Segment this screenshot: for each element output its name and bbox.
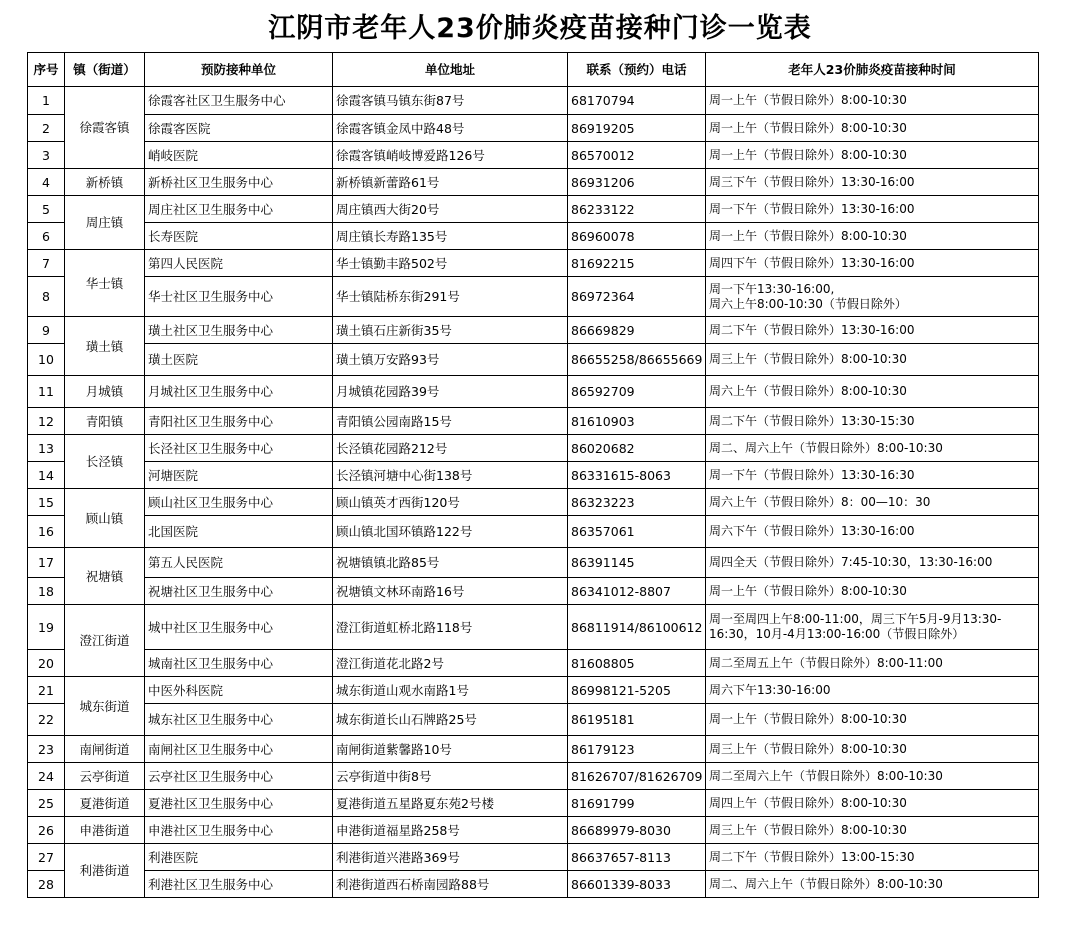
row-number: 14 (28, 462, 65, 489)
unit-cell: 峭岐医院 (145, 142, 333, 169)
time-cell: 周二至周五上午（节假日除外）8:00-11:00 (706, 650, 1039, 677)
row-number: 7 (28, 250, 65, 277)
time-cell: 周六下午（节假日除外）13:30-16:00 (706, 516, 1039, 548)
town-cell: 城东街道 (65, 677, 145, 736)
address-cell: 南闸街道紫馨路10号 (333, 736, 568, 763)
time-cell: 周二至周六上午（节假日除外）8:00-10:30 (706, 763, 1039, 790)
table-row (28, 817, 1039, 844)
phone-cell: 86570012 (568, 142, 706, 169)
unit-cell: 璜土医院 (145, 344, 333, 376)
unit-cell: 长泾社区卫生服务中心 (145, 435, 333, 462)
row-number: 22 (28, 704, 65, 736)
phone-cell: 86689979-8030 (568, 817, 706, 844)
row-number: 4 (28, 169, 65, 196)
unit-cell: 祝塘社区卫生服务中心 (145, 578, 333, 605)
time-cell: 周六下午13:30-16:00 (706, 677, 1039, 704)
time-cell: 周三上午（节假日除外）8:00-10:30 (706, 736, 1039, 763)
unit-cell: 城东社区卫生服务中心 (145, 704, 333, 736)
unit-cell: 北国医院 (145, 516, 333, 548)
row-number: 26 (28, 817, 65, 844)
row-number: 15 (28, 489, 65, 516)
time-line: 周一下午13:30-16:00, (709, 281, 835, 296)
row-number: 17 (28, 548, 65, 578)
table-row (28, 169, 1039, 196)
unit-cell: 新桥社区卫生服务中心 (145, 169, 333, 196)
unit-cell: 利港医院 (145, 844, 333, 871)
town-cell: 澄江街道 (65, 605, 145, 677)
phone-cell: 86998121-5205 (568, 677, 706, 704)
table-row (28, 548, 1039, 578)
unit-cell: 南闸社区卫生服务中心 (145, 736, 333, 763)
table-row (28, 790, 1039, 817)
phone-cell: 81626707/81626709 (568, 763, 706, 790)
time-cell: 周四全天（节假日除外）7:45-10:30，13:30-16:00 (706, 548, 1039, 578)
table-row (28, 844, 1039, 871)
row-number: 9 (28, 317, 65, 344)
row-number: 21 (28, 677, 65, 704)
phone-cell: 86601339-8033 (568, 871, 706, 898)
table-header-row (28, 53, 1039, 87)
address-cell: 顾山镇北国环镇路122号 (333, 516, 568, 548)
phone-cell: 86323223 (568, 489, 706, 516)
address-cell: 顾山镇英才西街120号 (333, 489, 568, 516)
row-number: 8 (28, 277, 65, 317)
table-body (28, 87, 1039, 898)
time-cell: 周四上午（节假日除外）8:00-10:30 (706, 790, 1039, 817)
row-number: 27 (28, 844, 65, 871)
town-cell: 华士镇 (65, 250, 145, 317)
time-cell: 周一上午（节假日除外）8:00-10:30 (706, 142, 1039, 169)
address-cell: 祝塘镇镇北路85号 (333, 548, 568, 578)
town-cell: 利港街道 (65, 844, 145, 898)
town-cell: 周庄镇 (65, 196, 145, 250)
table-row (28, 462, 1039, 489)
table-row (28, 578, 1039, 605)
unit-cell: 徐霞客医院 (145, 115, 333, 142)
time-cell: 周一上午（节假日除外）8:00-10:30 (706, 578, 1039, 605)
town-cell: 月城镇 (65, 376, 145, 408)
address-cell: 利港街道西石桥南园路88号 (333, 871, 568, 898)
unit-cell: 华士社区卫生服务中心 (145, 277, 333, 317)
address-cell: 长泾镇花园路212号 (333, 435, 568, 462)
row-number: 18 (28, 578, 65, 605)
phone-cell: 86357061 (568, 516, 706, 548)
phone-cell: 68170794 (568, 87, 706, 115)
unit-cell: 第四人民医院 (145, 250, 333, 277)
time-line: 周一至周四上午8:00-11:00，周三下午5月-9月13:30- (709, 612, 1002, 626)
row-number: 12 (28, 408, 65, 435)
phone-cell: 86179123 (568, 736, 706, 763)
clinic-table (27, 52, 1039, 898)
address-cell: 周庄镇长寿路135号 (333, 223, 568, 250)
town-cell: 青阳镇 (65, 408, 145, 435)
row-number: 1 (28, 87, 65, 115)
phone-cell: 86195181 (568, 704, 706, 736)
time-cell: 周六上午（节假日除外）8:00-10:30 (706, 376, 1039, 408)
unit-cell: 云亭社区卫生服务中心 (145, 763, 333, 790)
town-cell: 夏港街道 (65, 790, 145, 817)
phone-cell: 81692215 (568, 250, 706, 277)
address-cell: 祝塘镇文林环南路16号 (333, 578, 568, 605)
row-number: 25 (28, 790, 65, 817)
unit-cell: 顾山社区卫生服务中心 (145, 489, 333, 516)
time-line: 16:30，10月-4月13:00-16:00（节假日除外） (709, 627, 965, 641)
phone-cell: 86341012-8807 (568, 578, 706, 605)
address-cell: 新桥镇新蕾路61号 (333, 169, 568, 196)
time-cell: 周一上午（节假日除外）8:00-10:30 (706, 704, 1039, 736)
row-number: 3 (28, 142, 65, 169)
header-no: 序号 (28, 53, 65, 87)
row-number: 23 (28, 736, 65, 763)
address-cell: 申港街道福星路258号 (333, 817, 568, 844)
address-cell: 周庄镇西大街20号 (333, 196, 568, 223)
header-address: 单位地址 (333, 53, 568, 87)
table-row (28, 344, 1039, 376)
table-row (28, 376, 1039, 408)
header-time: 老年人23价肺炎疫苗接种时间 (706, 53, 1039, 87)
town-cell: 新桥镇 (65, 169, 145, 196)
unit-cell: 第五人民医院 (145, 548, 333, 578)
address-cell: 青阳镇公园南路15号 (333, 408, 568, 435)
unit-cell: 长寿医院 (145, 223, 333, 250)
table-row (28, 650, 1039, 677)
table-row (28, 408, 1039, 435)
header-phone: 联系（预约）电话 (568, 53, 706, 87)
row-number: 11 (28, 376, 65, 408)
row-number: 28 (28, 871, 65, 898)
unit-cell: 青阳社区卫生服务中心 (145, 408, 333, 435)
phone-cell: 86331615-8063 (568, 462, 706, 489)
time-cell: 周三下午（节假日除外）13:30-16:00 (706, 169, 1039, 196)
time-cell: 周一下午（节假日除外）13:30-16:00 (706, 196, 1039, 223)
phone-cell: 86931206 (568, 169, 706, 196)
phone-cell: 86919205 (568, 115, 706, 142)
header-unit: 预防接种单位 (145, 53, 333, 87)
time-cell: 周一上午（节假日除外）8:00-10:30 (706, 223, 1039, 250)
phone-cell: 86655258/86655669 (568, 344, 706, 376)
address-cell: 城东街道山观水南路1号 (333, 677, 568, 704)
address-cell: 徐霞客镇金凤中路48号 (333, 115, 568, 142)
time-cell (706, 605, 1039, 650)
row-number: 20 (28, 650, 65, 677)
table-row (28, 317, 1039, 344)
phone-cell: 86972364 (568, 277, 706, 317)
table-row (28, 736, 1039, 763)
table-row (28, 142, 1039, 169)
time-cell (706, 277, 1039, 317)
time-cell: 周一下午（节假日除外）13:30-16:30 (706, 462, 1039, 489)
time-line: 周六上午8:00-10:30（节假日除外） (709, 296, 907, 311)
table-row (28, 250, 1039, 277)
row-number: 19 (28, 605, 65, 650)
unit-cell: 璜土社区卫生服务中心 (145, 317, 333, 344)
table-row (28, 704, 1039, 736)
time-cell: 周二下午（节假日除外）13:30-15:30 (706, 408, 1039, 435)
unit-cell: 中医外科医院 (145, 677, 333, 704)
unit-cell: 河塘医院 (145, 462, 333, 489)
town-cell: 顾山镇 (65, 489, 145, 548)
unit-cell: 周庄社区卫生服务中心 (145, 196, 333, 223)
address-cell: 澄江街道花北路2号 (333, 650, 568, 677)
time-cell: 周二下午（节假日除外）13:00-15:30 (706, 844, 1039, 871)
row-number: 5 (28, 196, 65, 223)
table-row (28, 871, 1039, 898)
row-number: 10 (28, 344, 65, 376)
unit-cell: 城中社区卫生服务中心 (145, 605, 333, 650)
phone-cell: 86637657-8113 (568, 844, 706, 871)
phone-cell: 81608805 (568, 650, 706, 677)
table-row (28, 489, 1039, 516)
address-cell: 利港街道兴港路369号 (333, 844, 568, 871)
address-cell: 华士镇勤丰路502号 (333, 250, 568, 277)
address-cell: 璜土镇万安路93号 (333, 344, 568, 376)
phone-cell: 86391145 (568, 548, 706, 578)
unit-cell: 徐霞客社区卫生服务中心 (145, 87, 333, 115)
town-cell: 璜土镇 (65, 317, 145, 376)
time-cell: 周二下午（节假日除外）13:30-16:00 (706, 317, 1039, 344)
phone-cell: 81691799 (568, 790, 706, 817)
header-town: 镇（街道） (65, 53, 145, 87)
time-cell: 周三上午（节假日除外）8:00-10:30 (706, 344, 1039, 376)
town-cell: 徐霞客镇 (65, 87, 145, 169)
address-cell: 月城镇花园路39号 (333, 376, 568, 408)
address-cell: 璜土镇石庄新街35号 (333, 317, 568, 344)
table-row (28, 435, 1039, 462)
table-row (28, 605, 1039, 650)
row-number: 24 (28, 763, 65, 790)
address-cell: 云亭街道中街8号 (333, 763, 568, 790)
page-title: 江阴市老年人23价肺炎疫苗接种门诊一览表 (268, 13, 812, 44)
table-row (28, 223, 1039, 250)
unit-cell: 利港社区卫生服务中心 (145, 871, 333, 898)
address-cell: 长泾镇河塘中心街138号 (333, 462, 568, 489)
row-number: 2 (28, 115, 65, 142)
row-number: 6 (28, 223, 65, 250)
town-cell: 申港街道 (65, 817, 145, 844)
phone-cell: 86960078 (568, 223, 706, 250)
time-cell: 周二、周六上午（节假日除外）8:00-10:30 (706, 871, 1039, 898)
unit-cell: 月城社区卫生服务中心 (145, 376, 333, 408)
town-cell: 南闸街道 (65, 736, 145, 763)
time-cell: 周一上午（节假日除外）8:00-10:30 (706, 115, 1039, 142)
unit-cell: 申港社区卫生服务中心 (145, 817, 333, 844)
phone-cell: 86020682 (568, 435, 706, 462)
table-row (28, 763, 1039, 790)
phone-cell: 86592709 (568, 376, 706, 408)
address-cell: 城东街道长山石牌路25号 (333, 704, 568, 736)
table-row (28, 87, 1039, 115)
phone-cell: 86233122 (568, 196, 706, 223)
row-number: 16 (28, 516, 65, 548)
time-cell: 周四下午（节假日除外）13:30-16:00 (706, 250, 1039, 277)
town-cell: 长泾镇 (65, 435, 145, 489)
unit-cell: 城南社区卫生服务中心 (145, 650, 333, 677)
time-cell: 周一上午（节假日除外）8:00-10:30 (706, 87, 1039, 115)
table-row (28, 277, 1039, 317)
phone-cell: 86669829 (568, 317, 706, 344)
time-cell: 周三上午（节假日除外）8:00-10:30 (706, 817, 1039, 844)
unit-cell: 夏港社区卫生服务中心 (145, 790, 333, 817)
address-cell: 澄江街道虹桥北路118号 (333, 605, 568, 650)
address-cell: 夏港街道五星路夏东苑2号楼 (333, 790, 568, 817)
table-row (28, 115, 1039, 142)
town-cell: 云亭街道 (65, 763, 145, 790)
time-cell: 周六上午（节假日除外）8：00—10：30 (706, 489, 1039, 516)
address-cell: 徐霞客镇马镇东街87号 (333, 87, 568, 115)
phone-cell: 81610903 (568, 408, 706, 435)
address-cell: 华士镇陆桥东街291号 (333, 277, 568, 317)
phone-cell: 86811914/86100612 (568, 605, 706, 650)
row-number: 13 (28, 435, 65, 462)
address-cell: 徐霞客镇峭岐博爱路126号 (333, 142, 568, 169)
town-cell: 祝塘镇 (65, 548, 145, 605)
table-row (28, 196, 1039, 223)
time-cell: 周二、周六上午（节假日除外）8:00-10:30 (706, 435, 1039, 462)
table-row (28, 516, 1039, 548)
table-row (28, 677, 1039, 704)
